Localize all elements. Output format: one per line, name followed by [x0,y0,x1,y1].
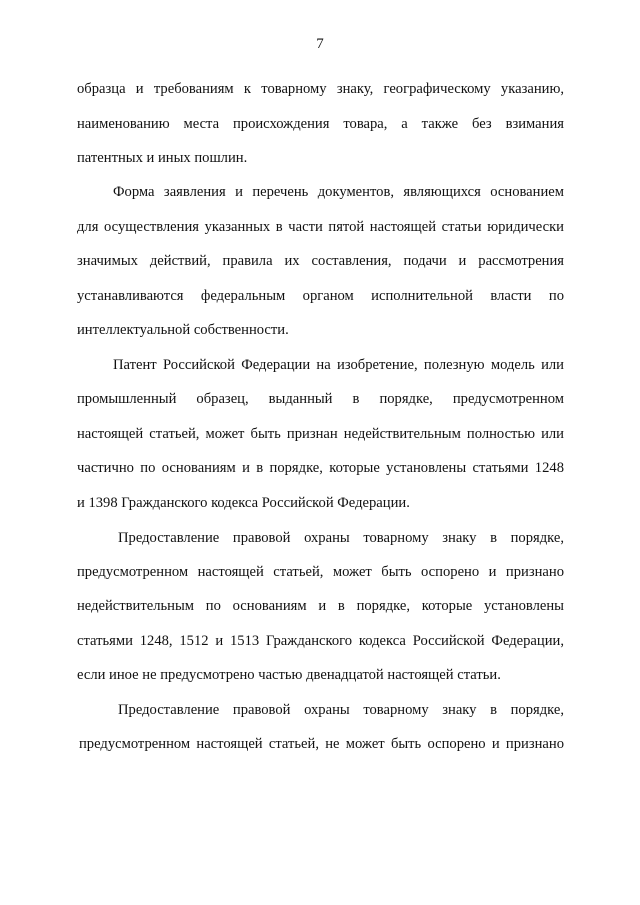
text-line: Предоставление правовой охраны товарному знаку в порядке, [118,702,564,718]
text-line: патентных и иных пошлин. [77,150,248,166]
text-line: если иное не предусмотрено частью двенадцатой настоящей статьи. [77,667,501,683]
text-line: предусмотренном настоящей статьей, может быть оспорено и признано [77,564,564,580]
text-line: статьями 1248, 1512 и 1513 Гражданского кодекса Российской Федерации, [77,633,564,649]
text-line: промышленный образец, выданный в порядке, предусмотренном [77,391,564,407]
text-line: устанавливаются федеральным органом исполнительной власти по [77,288,564,304]
text-line: недействительным по основаниям и в порядке, которые установлены [77,598,564,614]
text-line: частично по основаниям и в порядке, которые установлены статьями 1248 [77,460,564,476]
text-line: Патент Российской Федерации на изобретение, полезную модель или [113,357,564,373]
text-line: образца и требованиям к товарному знаку, географическому указанию, [77,81,564,97]
text-line: настоящей статьей, может быть признан недействительным полностью или [77,426,564,442]
text-line: значимых действий, правила их составления, подачи и рассмотрения [77,253,564,269]
text-line: интеллектуальной собственности. [77,322,289,338]
text-line: Форма заявления и перечень документов, являющихся основанием [113,184,564,200]
page-number: 7 [316,36,324,52]
text-line: и 1398 Гражданского кодекса Российской Федерации. [77,495,410,511]
text-line: наименованию места происхождения товара, а также без взимания [77,116,564,132]
text-line: для осуществления указанных в части пятой настоящей статьи юридически [77,219,564,235]
text-line: предусмотренном настоящей статьей, не может быть оспорено и признано [79,736,564,752]
text-line: Предоставление правовой охраны товарному знаку в порядке, [118,530,564,546]
